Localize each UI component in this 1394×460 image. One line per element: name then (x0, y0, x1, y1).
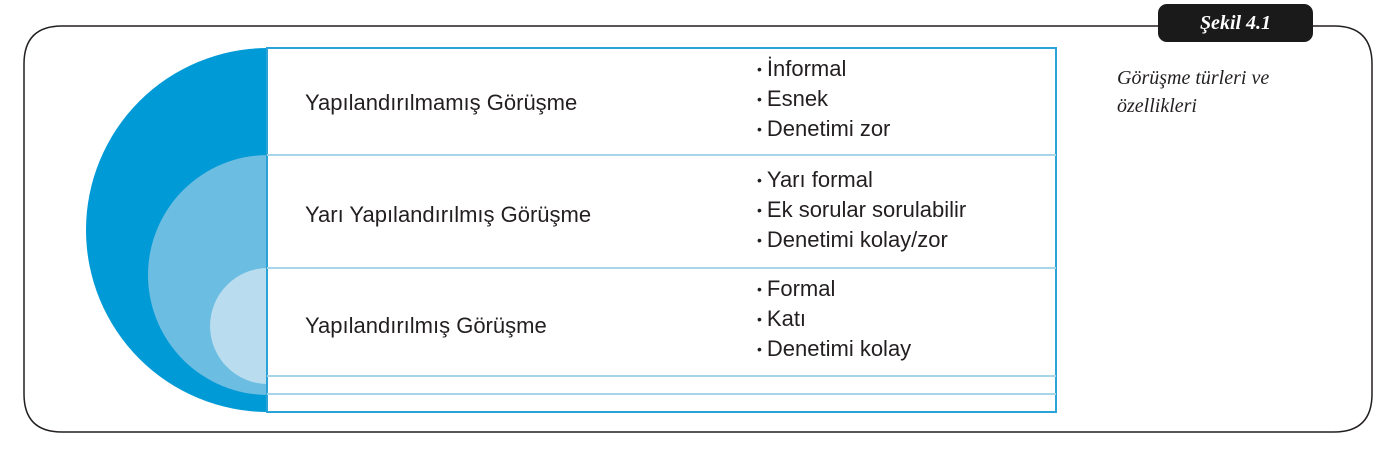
figure-number-badge: Şekil 4.1 (1158, 4, 1313, 42)
feature-item: • Denetimi kolay/zor (757, 225, 966, 255)
figure-caption: Görüşme türleri ve özellikleri (1117, 67, 1270, 117)
feature-item: • Esnek (757, 84, 890, 114)
row-label-unstructured: Yapılandırılmamış Görüşme (305, 90, 578, 115)
feature-item: • Formal (757, 274, 911, 304)
row-features-structured (757, 274, 911, 364)
row-label-structured: Yapılandırılmış Görüşme (305, 313, 547, 338)
feature-item: • Ek sorular sorulabilir (757, 195, 966, 225)
feature-item: • Katı (757, 304, 911, 334)
feature-item: • İnformal (757, 54, 890, 84)
row-label-semi-structured: Yarı Yapılandırılmış Görüşme (305, 202, 592, 227)
feature-item: • Denetimi kolay (757, 334, 911, 364)
feature-item: • Denetimi zor (757, 114, 890, 144)
row-features-semi-structured (757, 165, 966, 255)
row-features-unstructured (757, 54, 890, 144)
feature-item: • Yarı formal (757, 165, 966, 195)
